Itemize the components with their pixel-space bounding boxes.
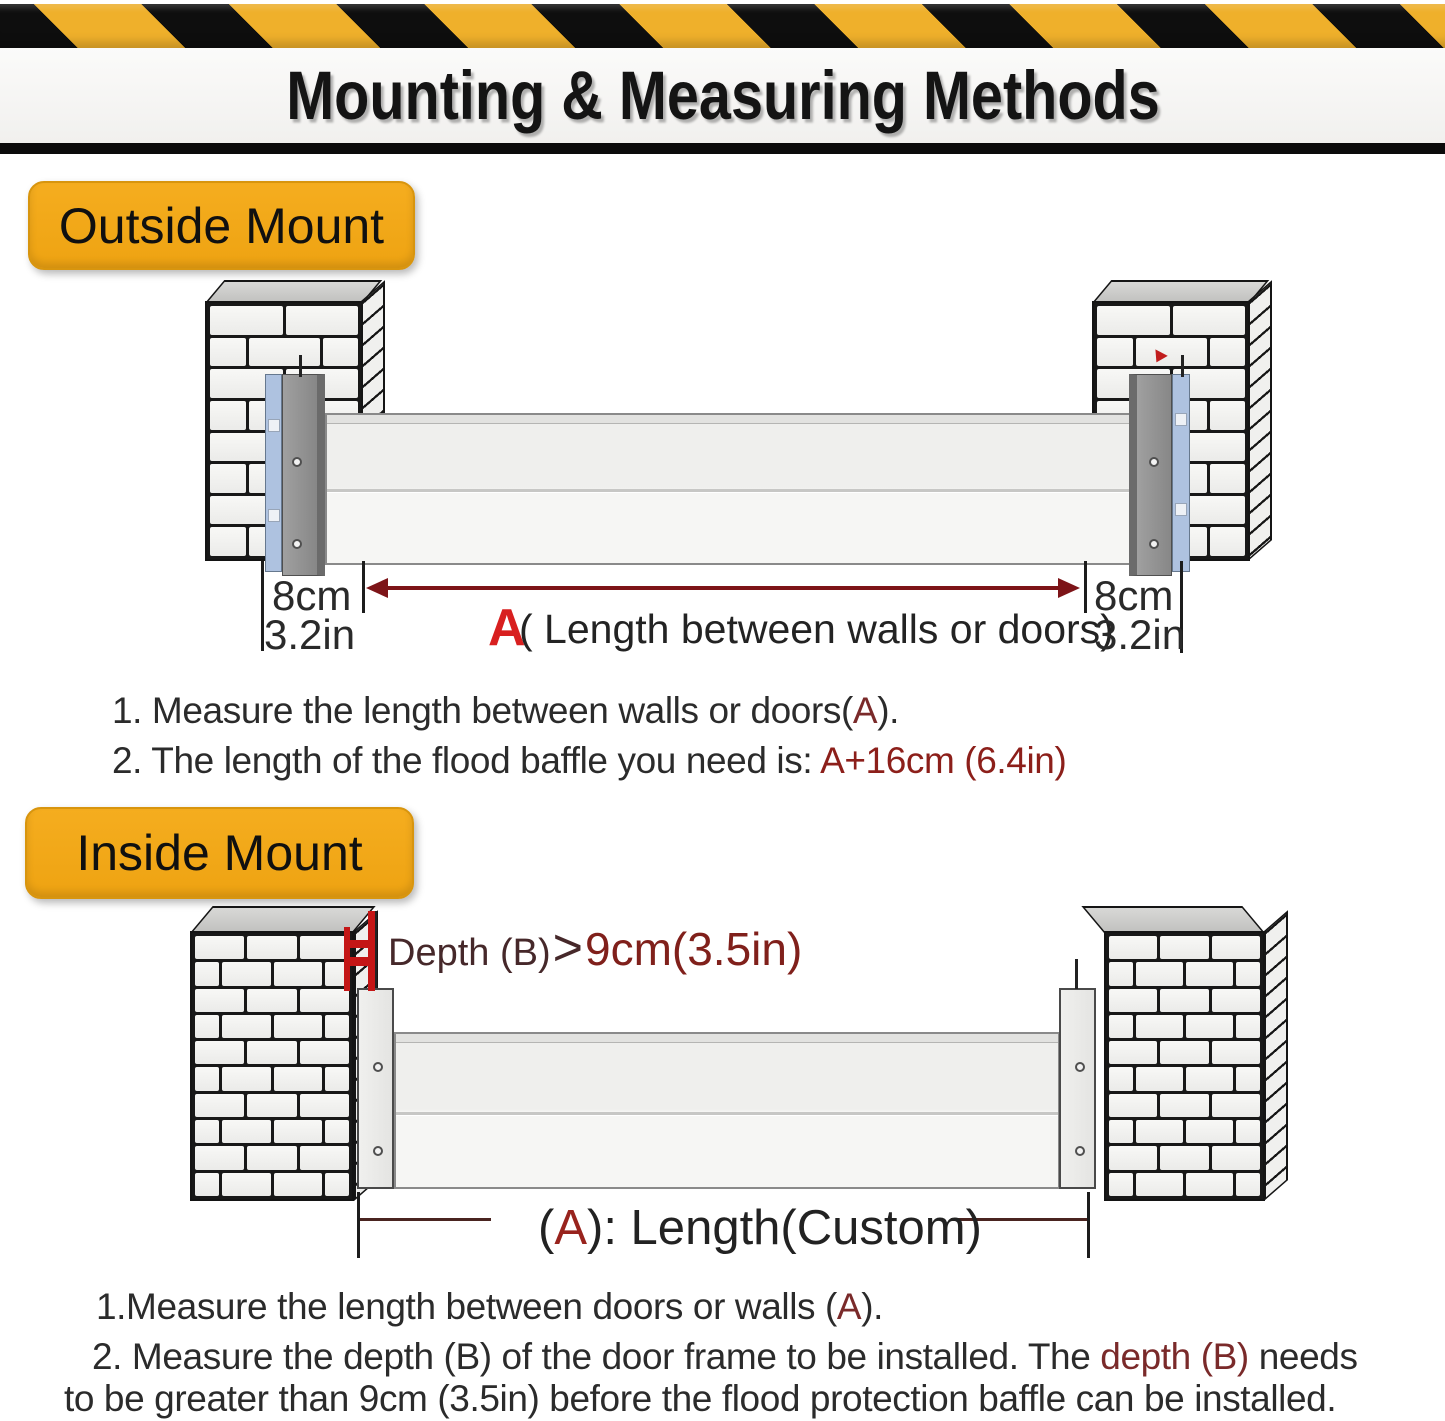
dim-symbol-a: A	[554, 1201, 588, 1255]
depth-note-label: Depth (B)	[388, 932, 551, 974]
step-text: 2. The length of the flood baffle you need is:	[112, 740, 821, 781]
step-text: 2. Measure the depth (B) of the door frame to be installed. The	[92, 1336, 1101, 1377]
brick-row	[1109, 1120, 1260, 1143]
barrier-panel-seam	[327, 489, 1129, 493]
brick	[274, 962, 322, 985]
screw-hole	[292, 457, 302, 467]
right-offset-cm: 8cm	[1094, 572, 1174, 619]
depth-marker-rung	[344, 957, 375, 966]
greater-than-sign: >	[552, 919, 583, 977]
step-symbol-a: A	[836, 1286, 862, 1327]
depth-marker-rung	[344, 940, 375, 948]
brick	[325, 1120, 349, 1143]
depth-note-value: 9cm(3.5in)	[585, 923, 803, 975]
title-band	[0, 48, 1445, 143]
channel-clip	[1175, 413, 1187, 426]
dimension-line-left	[360, 1218, 491, 1221]
banner-divider-bar	[0, 143, 1445, 154]
brick	[1173, 306, 1246, 335]
brick-row	[1109, 1041, 1260, 1064]
brick	[1136, 1120, 1183, 1143]
outside-right-pillar-top	[1092, 280, 1269, 303]
brick	[300, 1146, 349, 1169]
brick	[1160, 989, 1208, 1012]
step-depth-b: depth (B)	[1100, 1336, 1249, 1377]
brick	[195, 1120, 219, 1143]
page-title: Mounting & Measuring Methods	[285, 57, 1160, 134]
brick-row	[210, 306, 358, 335]
screw-hole	[373, 1146, 383, 1156]
outside-mount-badge	[28, 181, 415, 270]
dimension-label: ( Length between walls or doors)	[519, 606, 1114, 652]
brick	[195, 1015, 219, 1038]
brick	[1212, 1146, 1260, 1169]
brick	[300, 989, 349, 1012]
brick	[274, 1120, 322, 1143]
channel-clip	[268, 419, 280, 432]
inside-flood-barrier-panel	[394, 1032, 1060, 1189]
dim-label-rest: ): Length(Custom)	[587, 1201, 982, 1255]
brick	[286, 306, 359, 335]
brick	[1160, 1146, 1208, 1169]
barrier-panel-seam	[396, 1112, 1058, 1116]
brick	[195, 1041, 244, 1064]
step-text: needs	[1248, 1336, 1358, 1377]
brick-row	[1109, 1094, 1260, 1117]
brick	[210, 306, 283, 335]
brick-row	[1109, 989, 1260, 1012]
brick	[222, 1067, 270, 1090]
brick-row	[195, 1015, 349, 1038]
brick	[1109, 1173, 1133, 1196]
step-text: to be greater than 9cm (3.5in) before the flood protection baffle can be installed.	[64, 1378, 1337, 1419]
screw-hole	[1149, 457, 1159, 467]
brick	[1109, 1120, 1133, 1143]
inside-right-pillar-top	[1081, 906, 1265, 933]
screw-hole	[1075, 1146, 1085, 1156]
brick	[274, 1173, 322, 1196]
brick	[1210, 464, 1246, 493]
brick	[1109, 962, 1133, 985]
brick-row	[1109, 936, 1260, 959]
brick	[1210, 338, 1246, 367]
brick	[1109, 1015, 1133, 1038]
brick	[274, 1067, 322, 1090]
brick	[274, 1015, 322, 1038]
hazard-stripe-band	[0, 4, 1445, 48]
brick	[249, 338, 320, 367]
arrow-head-right-icon	[1058, 578, 1080, 598]
brick	[1236, 1173, 1260, 1196]
inside-right-pillar-side	[1264, 910, 1288, 1201]
anchor-pin	[1075, 959, 1078, 989]
step-text: ).	[877, 690, 900, 731]
step-text: ).	[861, 1286, 884, 1327]
brick	[1236, 1067, 1260, 1090]
brick-row	[1109, 1146, 1260, 1169]
brick	[222, 962, 270, 985]
brick	[222, 1120, 270, 1143]
brick	[1109, 936, 1157, 959]
brick-row	[1109, 1067, 1260, 1090]
brick	[325, 1173, 349, 1196]
inside-step-1	[96, 1286, 883, 1328]
depth-note	[388, 918, 802, 978]
screw-hole	[292, 539, 302, 549]
brick	[1109, 1146, 1157, 1169]
left-offset-cm: 8cm	[272, 572, 352, 619]
brick	[210, 527, 246, 556]
step-symbol-a: A	[852, 690, 878, 731]
outside-flood-barrier-panel	[325, 413, 1131, 565]
brick	[1097, 338, 1133, 367]
brick-row	[210, 338, 358, 367]
inside-mount-badge-label: Inside Mount	[76, 825, 363, 881]
outside-left-blue-channel	[265, 374, 282, 572]
brick	[195, 1146, 244, 1169]
barrier-top-edge	[396, 1034, 1058, 1043]
dimension-tick	[1087, 1192, 1090, 1258]
brick-row	[1109, 962, 1260, 985]
brick-row	[195, 1067, 349, 1090]
brick	[325, 1067, 349, 1090]
brick-row	[195, 1094, 349, 1117]
right-offset-inch: 3.2in	[1094, 611, 1186, 658]
step-text: 1.Measure the length between doors or walls (	[96, 1286, 837, 1327]
brick	[195, 989, 244, 1012]
brick	[300, 1094, 349, 1117]
brick-row	[195, 1146, 349, 1169]
brick-row	[1097, 338, 1245, 367]
outside-right-bracket	[1129, 374, 1172, 576]
brick	[1136, 1173, 1183, 1196]
step-formula: A+16cm (6.4in)	[820, 740, 1067, 781]
outside-left-bracket	[282, 374, 325, 576]
outside-right-pillar-side	[1248, 280, 1272, 561]
brick	[222, 1015, 270, 1038]
brick	[323, 338, 359, 367]
brick	[1236, 1120, 1260, 1143]
brick-row	[195, 989, 349, 1012]
inside-left-post	[357, 988, 394, 1189]
dimension-symbol-a: A	[488, 599, 526, 657]
brick-row	[195, 1173, 349, 1196]
brick	[195, 936, 244, 959]
anchor-pin	[1181, 355, 1184, 377]
outside-mount-badge-label: Outside Mount	[58, 197, 385, 254]
brick	[1236, 962, 1260, 985]
screw-hole	[373, 1062, 383, 1072]
brick	[210, 464, 246, 493]
inside-left-pillar-front	[190, 931, 354, 1201]
barrier-top-edge	[327, 415, 1129, 424]
brick-row	[195, 1120, 349, 1143]
brick	[1212, 1041, 1260, 1064]
screw-hole	[1149, 539, 1159, 549]
brick	[1136, 1015, 1183, 1038]
brick	[195, 1067, 219, 1090]
inside-step-2-line-1	[92, 1336, 1358, 1378]
brick	[247, 1041, 296, 1064]
inside-step-2-line-2	[64, 1378, 1336, 1420]
inside-dimension-label	[538, 1200, 982, 1256]
arrow-head-left-icon	[366, 578, 388, 598]
brick	[1160, 1041, 1208, 1064]
brick	[1109, 1094, 1157, 1117]
brick	[247, 936, 296, 959]
brick	[1186, 1120, 1233, 1143]
brick	[1186, 1173, 1233, 1196]
brick	[195, 1094, 244, 1117]
brick	[1136, 338, 1207, 367]
outside-left-pillar-top	[205, 280, 382, 303]
brick	[1210, 527, 1246, 556]
brick	[1212, 936, 1260, 959]
brick-row	[1109, 1015, 1260, 1038]
brick	[1097, 306, 1170, 335]
brick	[1160, 936, 1208, 959]
outside-step-2	[112, 740, 1066, 782]
brick	[195, 1173, 219, 1196]
brick	[1212, 1094, 1260, 1117]
brick	[247, 1094, 296, 1117]
brick	[1109, 1067, 1133, 1090]
brick	[1186, 962, 1233, 985]
left-offset-inch: 3.2in	[264, 611, 356, 658]
channel-clip	[268, 509, 280, 522]
brick	[325, 1015, 349, 1038]
brick-row	[195, 962, 349, 985]
dimension-tick	[362, 561, 365, 613]
channel-clip	[1175, 503, 1187, 516]
brick	[1236, 1015, 1260, 1038]
brick	[1109, 1041, 1157, 1064]
depth-marker-right-bar	[368, 911, 375, 991]
dimension-tick	[357, 1192, 360, 1258]
brick	[1136, 1067, 1183, 1090]
dimension-arrow-line	[378, 586, 1072, 590]
brick-row	[195, 1041, 349, 1064]
depth-marker-edge-line	[375, 911, 377, 991]
anchor-pin	[299, 355, 302, 377]
outside-step-1	[112, 690, 899, 732]
brick	[1186, 1015, 1233, 1038]
dim-paren: (	[538, 1201, 555, 1255]
brick	[1212, 989, 1260, 1012]
brick	[195, 962, 219, 985]
brick	[222, 1173, 270, 1196]
screw-hole	[1075, 1062, 1085, 1072]
brick-row	[1097, 306, 1245, 335]
brick	[247, 1146, 296, 1169]
brick	[1136, 962, 1183, 985]
brick	[1160, 1094, 1208, 1117]
brick	[1210, 401, 1246, 430]
brick	[300, 936, 349, 959]
brick	[247, 989, 296, 1012]
brick-row	[1109, 1173, 1260, 1196]
step-text: 1. Measure the length between walls or doors(	[112, 690, 853, 731]
brick	[210, 338, 246, 367]
inside-mount-badge	[25, 807, 414, 899]
brick-row	[195, 936, 349, 959]
inside-right-post	[1059, 988, 1096, 1189]
brick	[300, 1041, 349, 1064]
inside-right-pillar-front	[1104, 931, 1265, 1201]
brick	[210, 401, 246, 430]
outside-right-blue-channel	[1172, 374, 1190, 572]
brick	[1109, 989, 1157, 1012]
brick	[1186, 1067, 1233, 1090]
